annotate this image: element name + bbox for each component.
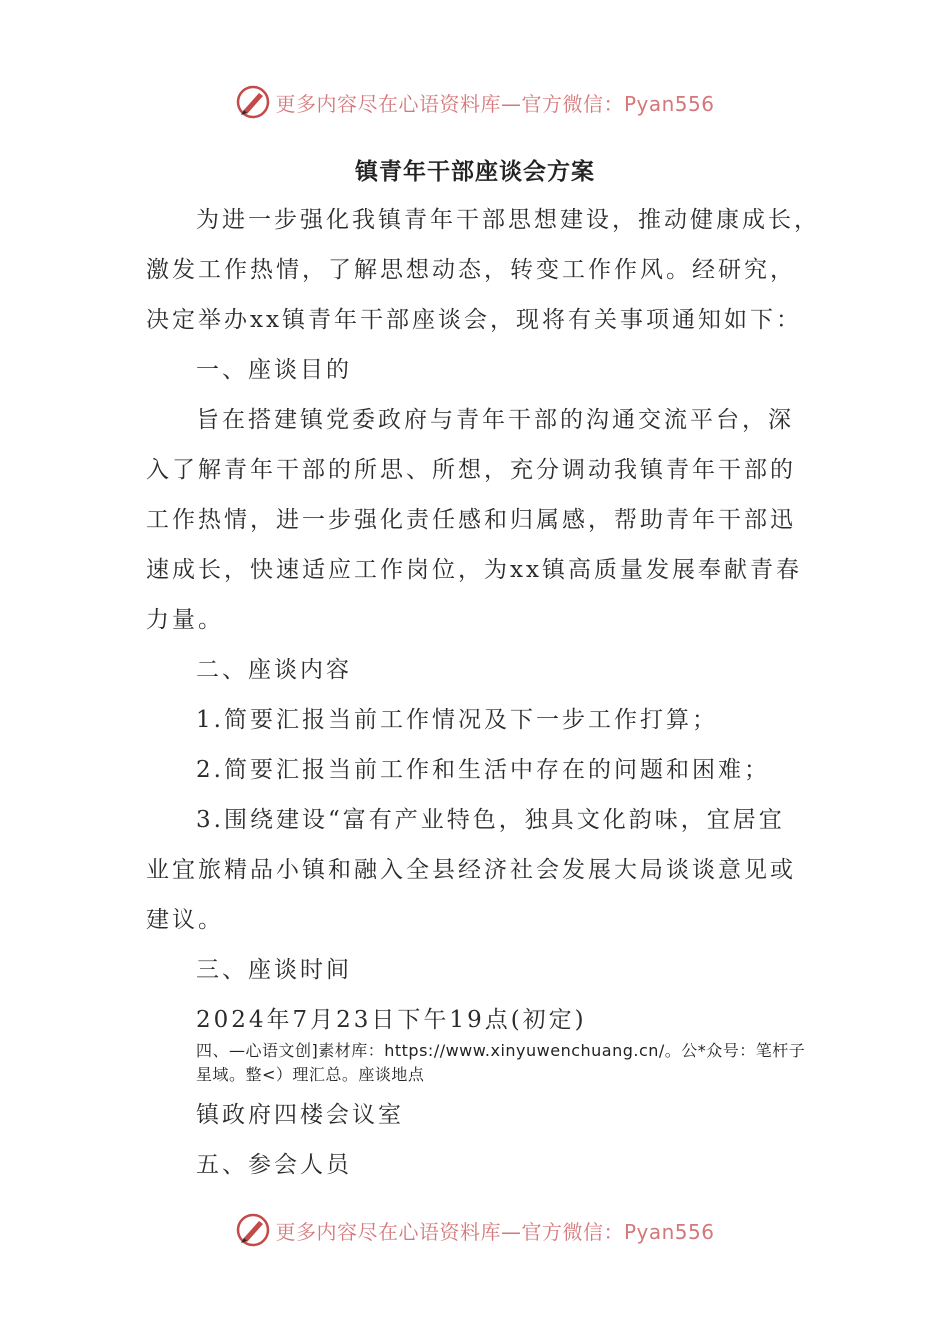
list-item: 1.简要汇报当前工作情况及下一步工作打算； — [196, 707, 718, 733]
header-banner — [0, 82, 950, 122]
paragraph-line: 业宜旅精品小镇和融入全县经济社会发展大局谈谈意见或 — [146, 857, 796, 883]
meeting-place: 镇政府四楼会议室 — [196, 1102, 404, 1128]
pen-logo-icon — [235, 1212, 271, 1248]
paragraph-line: 建议。 — [146, 907, 224, 933]
meeting-time: 2024年7月23日下午19点(初定) — [196, 1007, 587, 1033]
notice-text: 四、—心语文创]素材库：https://www.xinyuwenchuang.cn/。公*众号：笔杆子星域。整<）理汇总。座谈地点 — [196, 1041, 806, 1084]
footer-banner — [0, 1210, 950, 1250]
paragraph-line: 工作热情，进一步强化责任感和归属感，帮助青年干部迅 — [146, 507, 796, 533]
paragraph-line: 入了解青年干部的所思、所想，充分调动我镇青年干部的 — [146, 457, 796, 483]
banner-text: 更多内容尽在心语资料库—官方微信：Pyan556 — [275, 91, 715, 116]
paragraph-line: 激发工作热情，了解思想动态，转变工作作风。经研究， — [146, 257, 796, 283]
paragraph-line: 速成长，快速适应工作岗位，为xx镇高质量发展奉献青春 — [146, 557, 802, 583]
paragraph-line: 决定举办xx镇青年干部座谈会，现将有关事项通知如下： — [146, 307, 802, 333]
paragraph-line: 旨在搭建镇党委政府与青年干部的沟通交流平台，深 — [196, 407, 794, 433]
section-heading: 一、座谈目的 — [196, 357, 352, 383]
paragraph-line: 力量。 — [146, 607, 224, 633]
section-heading: 二、座谈内容 — [196, 657, 352, 683]
pen-logo-icon — [235, 84, 271, 120]
paragraph-line: 为进一步强化我镇青年干部思想建设，推动健康成长， — [196, 207, 820, 233]
section-heading: 三、座谈时间 — [196, 957, 352, 983]
list-item: 2.简要汇报当前工作和生活中存在的问题和困难； — [196, 757, 770, 783]
document-title: 镇青年干部座谈会方案 — [355, 159, 595, 185]
watermark-notice — [146, 1039, 806, 1087]
section-heading: 五、参会人员 — [196, 1152, 352, 1178]
list-item: 3.围绕建设“富有产业特色，独具文化韵味，宜居宜 — [196, 807, 785, 833]
banner-text: 更多内容尽在心语资料库—官方微信：Pyan556 — [275, 1219, 715, 1244]
